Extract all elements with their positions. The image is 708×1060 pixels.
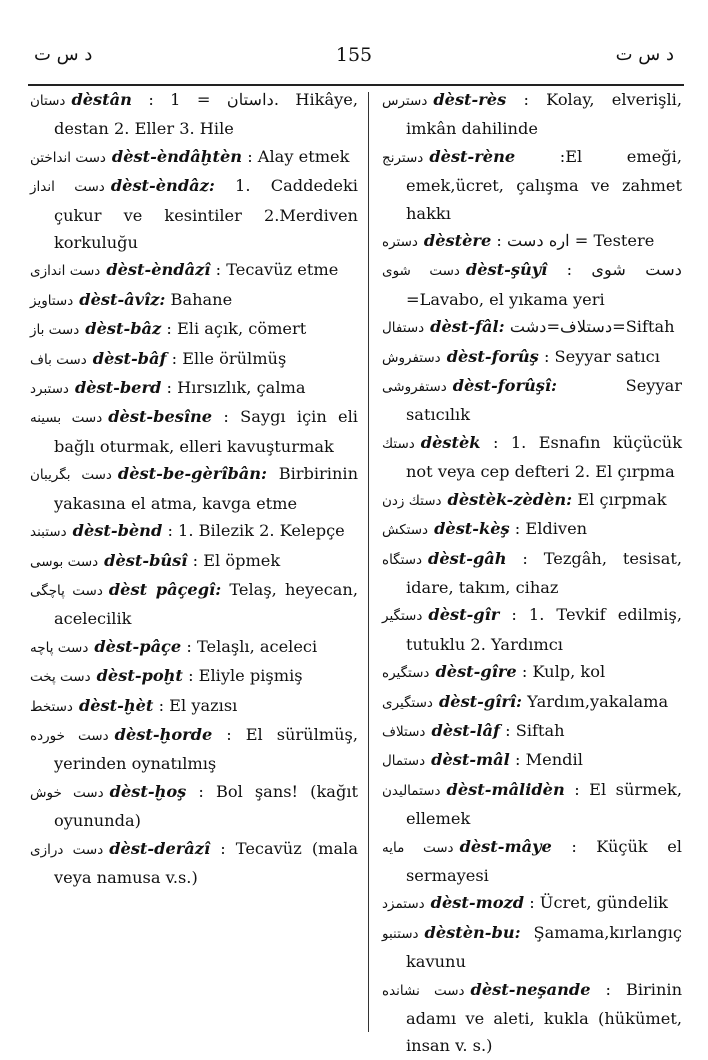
entry-arabic-script: دست بوسى: [30, 553, 99, 570]
entry-definition: : Tezgâh, tesisat, idare, takım, cihaz: [406, 548, 682, 597]
entry-arabic-script: دستخط: [30, 698, 73, 715]
dictionary-entry: [382, 545, 682, 602]
dictionary-entry: [30, 576, 358, 633]
entry-arabic-script: دست خورده: [30, 727, 109, 744]
entry-headword: dèst-berd: [74, 378, 162, 398]
entry-headword: dèst-mozd: [430, 893, 525, 913]
dictionary-entry: [30, 460, 358, 517]
entry-headword: dèst-forûşî:: [452, 376, 557, 396]
entry-definition: : Eli açık, cömert: [166, 319, 307, 339]
entry-arabic-script: دستان: [30, 93, 66, 109]
entry-arabic-script: دستلاف: [382, 723, 426, 740]
entry-arabic-script: دستفروشى: [382, 379, 447, 396]
entry-headword: dèst-ḫoş: [109, 781, 187, 801]
running-head-left: د س ت: [34, 44, 93, 65]
entry-headword: dèst-poḫt: [96, 666, 183, 686]
entry-headword: dèst-bâz: [85, 319, 162, 339]
entry-arabic-script: دست پخت: [30, 669, 91, 686]
entry-arabic-script: دست شوى: [382, 263, 460, 280]
entry-definition: Birbirinin yakasına el atma, kavga etme: [54, 464, 358, 513]
entry-headword: dèstère: [423, 231, 492, 251]
entry-arabic-script: دست درازى: [30, 841, 104, 858]
entry-arabic-script: دستفروش: [382, 349, 441, 366]
entry-headword: dèst-gîre: [435, 662, 517, 682]
entry-arabic-script: دستاويز: [30, 292, 74, 309]
dictionary-entry: [30, 692, 358, 721]
entry-definition: : Hırsızlık, çalma: [166, 378, 306, 398]
entry-arabic-script: دستك: [382, 435, 415, 452]
entry-definition: :El emeği, emek,ücret, çalışma ve zahmet hakkı: [406, 146, 682, 223]
dictionary-entry: [382, 776, 682, 833]
entry-arabic-script: دستنبو: [382, 925, 419, 942]
dictionary-entry: [382, 486, 682, 515]
entry-headword: dèst-mâlidèn: [446, 779, 565, 799]
entry-headword: dèst-èndâḫtèn: [111, 146, 243, 166]
entry-headword: dèst-gîr: [428, 605, 500, 625]
entry-headword: dèst-èndâzî: [106, 260, 211, 280]
entry-arabic-script: دستبرد: [30, 381, 69, 398]
dictionary-entry: [30, 721, 358, 778]
entry-arabic-script: دستمزد: [382, 896, 425, 913]
entry-arabic-script: دسترنج: [382, 149, 424, 166]
entry-arabic-script: دسترس: [382, 93, 428, 109]
dictionary-entry: [382, 919, 682, 976]
entry-arabic-script: دست باز: [30, 322, 80, 339]
entry-definition: : Elle örülmüş: [171, 348, 287, 368]
dictionary-entry: [30, 143, 358, 172]
dictionary-entry: [30, 633, 358, 662]
entry-definition: : Saygı için eli bağlı oturmak, elleri kavuşturmak: [54, 407, 358, 456]
entry-headword: dèst-gîrî:: [438, 691, 523, 711]
entry-arabic-script: دستماليدن: [382, 782, 441, 799]
dictionary-entry: [382, 601, 682, 658]
entry-headword: dèst-besîne: [108, 407, 213, 427]
entry-definition: 1. Caddedeki çukur ve kesintiler 2.Merdiven korkuluğu: [54, 176, 358, 253]
entry-definition: : Kulp, kol: [521, 662, 606, 682]
entry-definition: : Seyyar satıcı: [543, 346, 660, 366]
entry-arabic-script: دست مايه: [382, 839, 454, 856]
dictionary-entry: [382, 889, 682, 918]
page-number: 155: [335, 44, 373, 66]
entry-arabic-script: دستمال: [382, 753, 426, 770]
entry-headword: dèst-ḫorde: [114, 724, 213, 744]
entry-headword: dèst-gâh: [428, 548, 507, 568]
dictionary-entry: [30, 172, 358, 256]
entry-headword: dèst-lâf: [431, 720, 500, 740]
entry-arabic-script: دستك زدن: [382, 492, 442, 509]
entry-arabic-script: دست نشانده: [382, 982, 465, 999]
entry-definition: : Birinin adamı ve aleti, kukla (hükümet, insan v. s.): [406, 979, 682, 1056]
dictionary-entry: [382, 372, 682, 429]
entry-definition: : Eliyle pişmiş: [188, 666, 303, 686]
entry-definition: Şamama,kırlangıç kavunu: [406, 922, 682, 972]
entry-arabic-script: دستگاه: [382, 551, 423, 568]
entry-headword: dèst-bènd: [72, 521, 163, 541]
entry-arabic-script: دستره: [382, 234, 418, 251]
dictionary-entry: [382, 515, 682, 544]
running-head-right: د س ت: [615, 44, 674, 65]
dictionary-entry: [382, 658, 682, 687]
entry-headword: dèst-ḫèt: [78, 695, 154, 715]
dictionary-entry: [382, 143, 682, 227]
page-header: [0, 44, 708, 74]
dictionary-entry: [382, 717, 682, 746]
dictionary-entry: [30, 778, 358, 835]
entry-definition: Yardım,yakalama: [527, 691, 669, 711]
entry-arabic-script: دستگيره: [382, 665, 430, 682]
entry-arabic-script: دست پاچگى: [30, 582, 103, 599]
entry-definition: : Tecavüz etme: [215, 260, 339, 280]
entry-definition: : Eldiven: [514, 519, 588, 539]
entry-definition: : El sürülmüş, yerinden oynatılmış: [54, 724, 359, 774]
entry-definition: : داستان = 1. Hikâye, destan 2. Eller 3. Hile: [54, 90, 358, 139]
column-divider: [368, 92, 369, 1032]
entry-definition: : El öpmek: [192, 550, 281, 570]
entry-definition: : 1. Esnafın küçücük not veya cep defteri 2. El çırpma: [406, 432, 683, 482]
dictionary-entry: [382, 746, 682, 775]
entry-headword: dèst-be-gèrîbân:: [117, 464, 268, 484]
entry-headword: dèst-neşande: [470, 979, 591, 999]
entry-definition: : اره دست = Testere: [496, 231, 655, 251]
entry-definition: : 1. Bilezik 2. Kelepçe: [167, 521, 345, 541]
entry-definition: : 1. Tevkif edilmiş, tutuklu 2. Yardımcı: [406, 605, 682, 654]
entry-headword: dèstèn-bu:: [424, 922, 521, 942]
entry-arabic-script: دستگيرى: [382, 694, 433, 711]
right-column: [382, 86, 682, 1060]
entry-definition: : Telaşlı, aceleci: [186, 636, 318, 656]
dictionary-entry: [30, 662, 358, 691]
entry-arabic-script: دست خوش: [30, 784, 104, 801]
dictionary-entry: [382, 343, 682, 372]
entry-arabic-script: دست بگريبان: [30, 467, 112, 484]
entry-arabic-script: دست بسينه: [30, 410, 103, 427]
entry-headword: dèst-bâf: [92, 348, 167, 368]
dictionary-entry: [382, 976, 682, 1060]
dictionary-entry: [30, 403, 358, 460]
entry-arabic-script: دست انداختن: [30, 149, 106, 166]
entry-arabic-script: دستبند: [30, 524, 67, 541]
entry-definition: : Kolay, elverişli, imkân dahilinde: [406, 90, 682, 139]
dictionary-entry: [30, 315, 358, 344]
entry-headword: dèst-rène: [429, 146, 516, 166]
entry-arabic-script: دستفال: [382, 320, 425, 337]
entry-headword: dèst-mâye: [459, 836, 552, 856]
entry-definition: Bahane: [170, 289, 233, 309]
dictionary-entry: [30, 286, 358, 315]
dictionary-entry: [30, 86, 358, 143]
entry-definition: Telaş, heyecan, acelecilik: [54, 579, 358, 629]
entry-headword: dèst-rès: [433, 90, 507, 109]
entry-definition: : Siftah: [505, 720, 565, 740]
entry-headword: dèst-forûş: [446, 346, 539, 366]
entry-headword: dèst pâçegî:: [108, 579, 222, 599]
entry-headword: dèst-mâl: [431, 750, 510, 770]
entry-headword: dèst-şûyî: [465, 260, 548, 280]
entry-headword: dèst-derâzî: [109, 838, 211, 858]
entry-definition: El çırpmak: [577, 489, 667, 509]
entry-headword: dèst-bûsî: [104, 550, 188, 570]
dictionary-entry: [30, 835, 358, 892]
entry-headword: dèstân: [71, 90, 132, 109]
entry-arabic-script: دستگير: [382, 608, 423, 625]
entry-definition: : Tecavüz (mala veya namusa v.s.): [54, 838, 358, 887]
entry-arabic-script: دست انداز: [30, 179, 105, 196]
entry-arabic-script: دست اندازى: [30, 263, 101, 280]
entry-definition: : دست شوى =Lavabo, el yıkama yeri: [406, 260, 682, 309]
entry-arabic-script: دستكش: [382, 522, 429, 539]
entry-headword: dèst-èndâz:: [110, 176, 215, 196]
entry-headword: dèst-kèş: [434, 519, 510, 539]
dictionary-entry: [382, 227, 682, 256]
entry-definition: : Alay etmek: [247, 146, 350, 166]
dictionary-entry: [382, 429, 682, 486]
entry-headword: dèst-fâl:: [430, 317, 505, 337]
dictionary-entry: [30, 547, 358, 576]
dictionary-entry: [30, 345, 358, 374]
dictionary-entry: [382, 256, 682, 313]
entry-definition: : Küçük el sermayesi: [406, 836, 682, 885]
dictionary-entry: [382, 833, 682, 890]
entry-headword: dèst-âvîz:: [79, 289, 166, 309]
entry-arabic-script: دست پاچه: [30, 639, 89, 656]
entry-definition: : Bol şans! (kağıt oyununda): [54, 781, 358, 831]
entry-definition: : El yazısı: [158, 695, 238, 715]
entry-definition: : Ücret, gündelik: [529, 893, 668, 913]
entry-definition: : El sürmek, ellemek: [406, 779, 682, 829]
entry-headword: dèst-pâçe: [94, 636, 182, 656]
entry-arabic-script: دست باف: [30, 351, 87, 368]
dictionary-entry: [30, 374, 358, 403]
entry-definition: : Mendil: [514, 750, 583, 770]
entry-definition: دستلاف=دشت=Siftah: [509, 317, 675, 337]
dictionary-entry: [30, 517, 358, 546]
entry-headword: dèstèk: [420, 432, 481, 452]
dictionary-entry: [382, 313, 682, 342]
entry-headword: dèstèk-zèdèn:: [447, 489, 573, 509]
dictionary-entry: [30, 256, 358, 285]
entry-definition: Seyyar satıcılık: [406, 376, 682, 425]
left-column: [30, 86, 358, 891]
dictionary-entry: [382, 688, 682, 717]
dictionary-entry: [382, 86, 682, 143]
